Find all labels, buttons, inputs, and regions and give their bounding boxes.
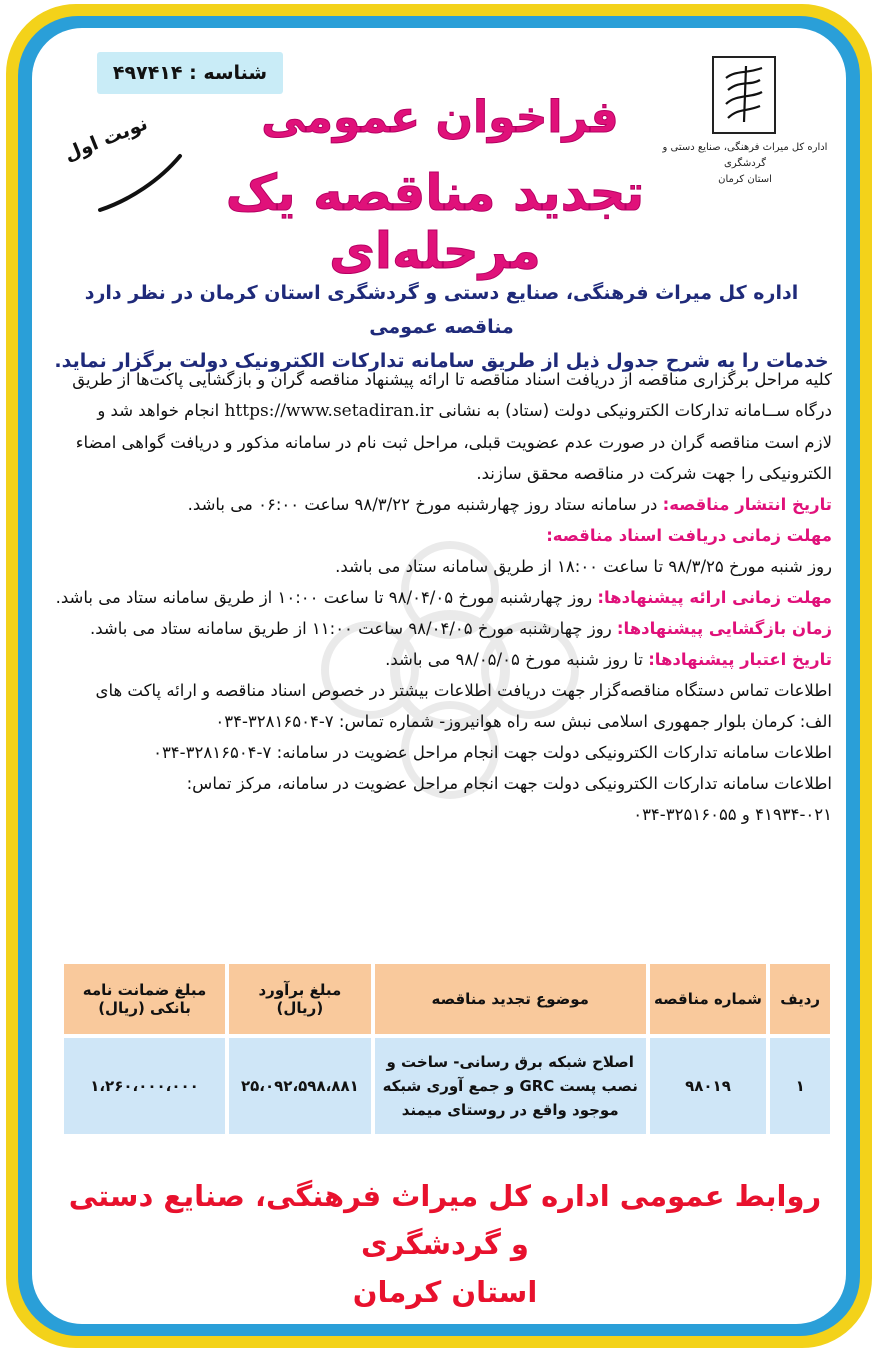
offer-deadline-label: مهلت زمانی ارائه پیشنهادها:	[597, 588, 832, 607]
opening-time-line	[54, 613, 832, 644]
publication-date-label: تاریخ انتشار مناقصه:	[662, 495, 832, 514]
title-public-call: فراخوان عمومی	[261, 92, 619, 143]
footer-line2: استان کرمان	[352, 1275, 538, 1309]
publication-date-text: در سامانه ستاد روز چهارشنبه مورخ ۹۸/۳/۲۲ ساعت ۰۶:۰۰ می باشد.	[187, 495, 663, 514]
cell-tender-number: ۹۸۰۱۹	[650, 1038, 767, 1134]
body-line-url	[54, 395, 832, 427]
document-deadline-label: مهلت زمانی دریافت اسناد مناقصه:	[546, 526, 832, 545]
public-relations-signature	[60, 1172, 830, 1316]
notice-id-badge: شناسه : ۴۹۷۴۱۴	[97, 52, 283, 94]
publication-date-line	[54, 489, 832, 520]
publication-round-label: نوبت اول	[61, 112, 151, 166]
cell-tender-subject: اصلاح شبکه برق رسانی- ساخت و نصب پست GRC و جمع آوری شبکه موجود واقع در روستای میمند	[375, 1038, 646, 1134]
contact-line: ۴۱۹۳۴-۰۲۱ و ۳۲۵۱۶۰۵۵-۰۳۴	[633, 805, 832, 824]
tender-details	[54, 364, 832, 830]
offer-deadline-line	[54, 582, 832, 613]
opening-time-label: زمان بازگشایی پیشنهادها:	[616, 619, 832, 638]
contact-line: اطلاعات تماس دستگاه مناقصه‌گزار جهت دریافت اطلاعات بیشتر در خصوص اسناد مناقصه و ارائه پاکت های	[95, 681, 832, 700]
table-row	[64, 1038, 830, 1134]
logo-caption-line2: استان کرمان	[718, 174, 772, 185]
tender-table	[60, 960, 834, 1138]
header-tender-subject: موضوع تجدید مناقصه	[375, 964, 646, 1034]
contact-line: اطلاعات سامانه تدارکات الکترونیکی دولت جهت انجام مراحل عضویت در سامانه، مرکز تماس:	[186, 774, 832, 793]
body-text-fragment: انجام خواهد شد و	[97, 401, 225, 420]
cell-row-number: ۱	[770, 1038, 830, 1134]
cell-estimate-amount: ۲۵،۰۹۲،۵۹۸،۸۸۱	[229, 1038, 371, 1134]
body-line: کلیه مراحل برگزاری مناقصه از دریافت اسناد مناقصه تا ارائه پیشنهاد مناقصه گران و بازگشایی پاکت‌ها از طریق	[72, 370, 832, 389]
body-line: لازم است مناقصه گران در صورت عدم عضویت قبلی، مراحل ثبت نام در سامانه مذکور و دریافت گواهی امضاء	[75, 433, 832, 452]
logo-caption-line1: اداره کل میراث فرهنگی، صنایع دستی و گردشگری	[662, 142, 828, 169]
validity-label: تاریخ اعتبار پیشنهادها:	[648, 650, 832, 669]
calligraphy-logo-icon	[716, 60, 772, 130]
body-line: الکترونیکی را جهت شرکت در مناقصه محقق سازند.	[476, 464, 832, 483]
header-tender-number: شماره مناقصه	[650, 964, 767, 1034]
setadiran-link[interactable]: https://www.setadiran.ir	[224, 401, 434, 421]
footer-line1: روابط عمومی اداره کل میراث فرهنگی، صنایع دستی و گردشگری	[68, 1179, 822, 1261]
header-guarantee-amount: مبلغ ضمانت نامه بانکی (ریال)	[64, 964, 225, 1034]
table-header-row	[64, 964, 830, 1034]
intro-line2: خدمات را به شرح جدول ذیل از طریق سامانه تدارکات الکترونیک دولت برگزار نماید.	[54, 350, 829, 372]
organization-logo	[712, 56, 776, 134]
header-estimate-amount: مبلغ برآورد (ریال)	[229, 964, 371, 1034]
title-tender-renewal: تجدید مناقصه یک مرحله‌ای	[225, 164, 645, 280]
validity-text: تا روز شنبه مورخ ۹۸/۰۵/۰۵ می باشد.	[385, 650, 649, 669]
header-row-number: ردیف	[770, 964, 830, 1034]
contact-line: اطلاعات سامانه تدارکات الکترونیکی دولت جهت انجام مراحل عضویت در سامانه: ۷-۳۲۸۱۶۵۰۴-۰۳۴	[153, 743, 832, 762]
offer-deadline-text: روز چهارشنبه مورخ ۹۸/۰۴/۰۵ تا ساعت ۱۰:۰۰ از طریق سامانه ستاد می باشد.	[55, 588, 598, 607]
intro-line1: اداره کل میراث فرهنگی، صنایع دستی و گردشگری استان کرمان در نظر دارد مناقصه عمومی	[84, 282, 799, 338]
opening-time-text: روز چهارشنبه مورخ ۹۸/۰۴/۰۵ ساعت ۱۱:۰۰ از طریق سامانه ستاد می باشد.	[90, 619, 617, 638]
validity-line	[54, 644, 832, 675]
intro-paragraph	[54, 276, 829, 378]
body-text-fragment: درگاه ســامانه تدارکات الکترونیکی دولت (ستاد) به نشانی	[433, 401, 832, 420]
cell-guarantee-amount: ۱،۲۶۰،۰۰۰،۰۰۰	[64, 1038, 225, 1134]
document-deadline-text: روز شنبه مورخ ۹۸/۳/۲۵ تا ساعت ۱۸:۰۰ از طریق سامانه ستاد می باشد.	[335, 557, 832, 576]
contact-line: الف: کرمان بلوار جمهوری اسلامی نبش سه راه هوانیروز- شماره تماس: ۷-۳۲۸۱۶۵۰۴-۰۳۴	[215, 712, 832, 731]
